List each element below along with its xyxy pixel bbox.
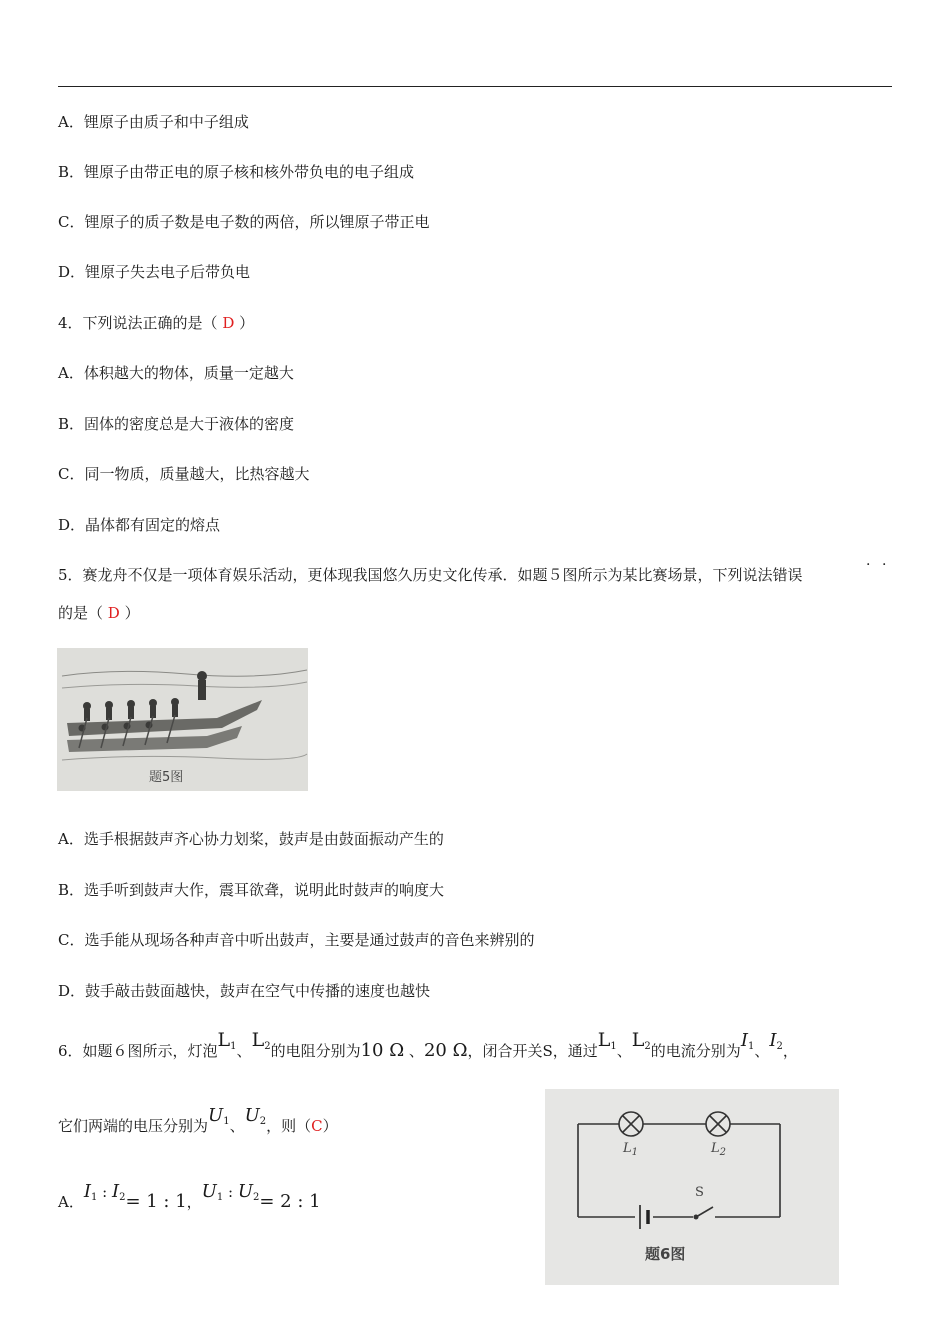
lamp-label-2: $L_2$ (711, 1141, 727, 1158)
subscript: 1 (90, 1192, 98, 1203)
ratio-U: = 2 : 1 (259, 1191, 321, 1212)
q4-stem (58, 313, 254, 333)
switch-label: S (695, 1185, 704, 1200)
q6-text-1: 6．如题６图所示，灯泡 (58, 1042, 218, 1060)
q4-option-b: B．固体的密度总是大于液体的密度 (58, 415, 295, 433)
subscript: 1 (747, 1041, 755, 1052)
q6-text-4: 的电流分别为 (650, 1042, 741, 1060)
q5-stem-text: 的是（ (58, 604, 104, 622)
emphasis-dot: · (866, 557, 871, 573)
q5-option-a: A．选手根据鼓声齐心协力划桨，鼓声是由鼓面振动产生的 (58, 830, 444, 848)
subscript: 1 (230, 1041, 237, 1052)
separator: 、 (229, 1117, 245, 1135)
symbol-U: U (244, 1105, 260, 1126)
symbol-I: I (740, 1030, 748, 1051)
subscript: 1 (610, 1041, 617, 1052)
symbol-U: U (201, 1181, 217, 1202)
q6-text-7: ） (322, 1117, 338, 1135)
symbol-L: L (217, 1029, 231, 1051)
resistance-1: 10 Ω (360, 1040, 405, 1061)
subscript: 1 (223, 1116, 230, 1127)
q6-answer: C (311, 1117, 323, 1135)
q5-answer: D (107, 604, 120, 622)
figure-6-caption: 题6图 (645, 1245, 686, 1263)
q4-stem-text: 4．下列说法正确的是（ (58, 314, 218, 332)
subscript: 1 (216, 1192, 224, 1203)
comma: ， (782, 1042, 798, 1060)
ratio-colon: : (97, 1183, 112, 1201)
symbol-I: I (769, 1030, 777, 1051)
switch-lever (696, 1207, 713, 1217)
q6-text-5: 它们两端的电压分别为 (58, 1117, 209, 1135)
symbol-L: L (631, 1029, 645, 1051)
separator: 、 (616, 1042, 632, 1060)
q6-stem-line2 (58, 1105, 338, 1142)
q6-stem-line1 (58, 1029, 798, 1067)
subscript: 2 (264, 1041, 271, 1052)
ratio-colon: : (223, 1183, 238, 1201)
circuit-diagram (545, 1089, 839, 1285)
q6-option-a (58, 1181, 321, 1218)
ratio-I: = 1 : 1 (125, 1191, 187, 1212)
subscript: 2 (259, 1116, 267, 1127)
subscript: 2 (252, 1192, 260, 1203)
symbol-L: L (597, 1029, 611, 1051)
q6-text-3: ，闭合开关S，通过 (467, 1042, 598, 1060)
q5-stem-close: ） (124, 604, 140, 622)
q3-option-b: B．锂原子由带正电的原子核和核外带负电的电子组成 (58, 163, 415, 181)
header-rule (58, 86, 892, 87)
q6-text-6: ，则（ (266, 1117, 312, 1135)
emphasis-dot: · (882, 557, 887, 573)
q5-option-b: B．选手听到鼓声大作，震耳欲聋，说明此时鼓声的响度大 (58, 881, 445, 899)
q4-answer: D (222, 314, 235, 332)
q4-option-a: A．体积越大的物体，质量一定越大 (58, 364, 294, 382)
q5-option-c: C．选手能从现场各种声音中听出鼓声，主要是通过鼓声的音色来辨别的 (58, 931, 535, 949)
symbol-U: U (237, 1181, 253, 1202)
comma: ， (186, 1193, 202, 1211)
subscript: 2 (644, 1041, 651, 1052)
q3-option-d: D．锂原子失去电子后带负电 (58, 263, 251, 281)
q6-text-2: 的电阻分别为 (270, 1042, 361, 1060)
q3-option-a: A．锂原子由质子和中子组成 (58, 113, 249, 131)
q4-option-d: D．晶体都有固定的熔点 (58, 516, 221, 534)
subscript: 2 (119, 1192, 126, 1203)
q5-stem-line1: 5．赛龙舟不仅是一项体育娱乐活动，更体现我国悠久历史文化传承．如题５图所示为某比赛场景，下列说法错误 (58, 566, 803, 584)
figure-6-circuit (545, 1089, 839, 1285)
symbol-I: I (111, 1181, 120, 1202)
symbol-L: L (251, 1029, 265, 1051)
q4-option-c: C．同一物质，质量越大，比热容越大 (58, 465, 310, 483)
lamp-label-1: $L_1$ (623, 1141, 639, 1158)
figure-5-caption: 题5图 (149, 770, 184, 785)
q5-stem-line2 (58, 603, 140, 623)
separator: 、 (236, 1042, 252, 1060)
symbol-U: U (208, 1105, 224, 1126)
figure-5-dragon-boat (57, 648, 308, 791)
subscript: 2 (776, 1041, 783, 1052)
q3-option-c: C．锂原子的质子数是电子数的两倍，所以锂原子带正电 (58, 213, 430, 231)
option-label: A． (58, 1193, 84, 1211)
q5-option-d: D．鼓手敲击鼓面越快，鼓声在空气中传播的速度也越快 (58, 982, 431, 1000)
symbol-I: I (83, 1181, 91, 1202)
separator: 、 (754, 1042, 770, 1060)
separator: 、 (408, 1042, 424, 1060)
q4-stem-close: ） (239, 314, 255, 332)
resistance-2: 20 Ω (423, 1040, 468, 1061)
